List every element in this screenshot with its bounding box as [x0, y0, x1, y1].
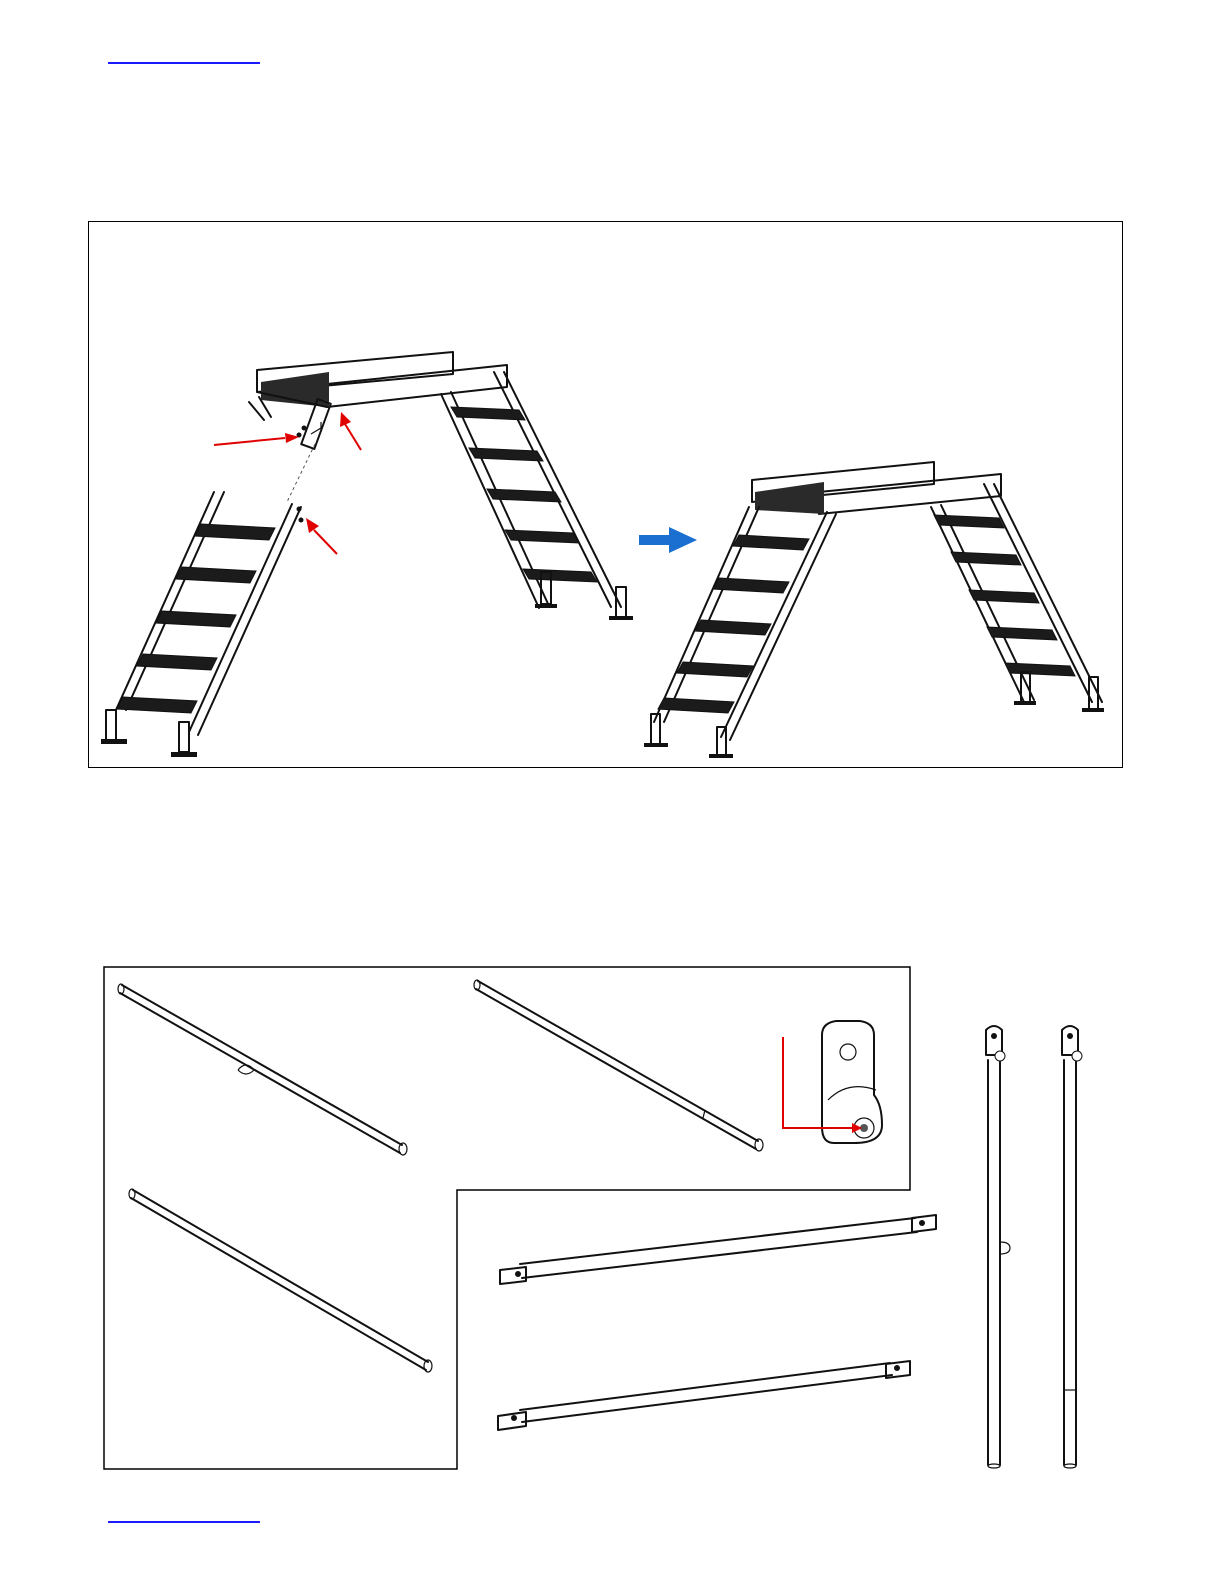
- parts-frame: [104, 967, 910, 1469]
- rail-lower-left: [129, 1189, 432, 1372]
- bracket-detail: [783, 1021, 882, 1143]
- rail-with-fittings-1: [500, 1215, 936, 1284]
- rail-with-tab: [118, 984, 407, 1155]
- rail-with-fittings-2: [498, 1361, 910, 1430]
- rail-upper-right: [474, 980, 763, 1151]
- vertical-post-2: [1062, 1026, 1082, 1468]
- vertical-post-1: [986, 1026, 1010, 1468]
